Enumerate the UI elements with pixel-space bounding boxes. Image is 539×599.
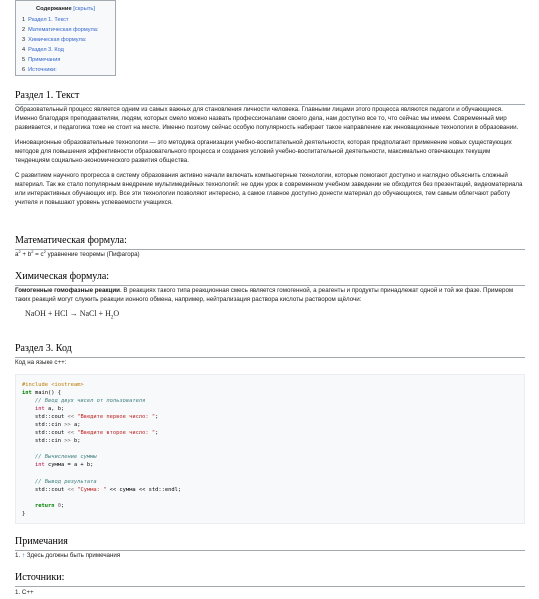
section3-heading: Раздел 3. Код bbox=[15, 343, 525, 358]
sources-item: 1. C++ bbox=[15, 589, 34, 596]
backlink-arrow-icon[interactable]: ↑ bbox=[21, 552, 25, 559]
toc-list bbox=[22, 15, 109, 75]
code-block: #include <iostream> int main() { // Ввод двух чисел от пользователя int a, b; std::cout << "Введите первое число: "; std::cin >> a; std::cout << "Введите второе число: "; std::cin >> b; // Вычисление суммы int сумма = a + b; // Вывод результата std::cout << "Сумма: " << сумма << std::endl; return 0; } bbox=[15, 374, 525, 524]
section1-paragraph-1: Образовательный процесс является одним из самых важных для становления личности человека. Главными лицами этого процесса являются педагоги и обучающиеся. Именно благодаря преподавателям, людям, которых смело можно назвать профессионалами своего дела, нам доступно все то, что сейчас мы имеем. Современный мир развивается, и педагогика тоже не стоит на месте. Именно поэтому сейчас особую популярность набирает такое направление как инновационные технологии в образовании. bbox=[15, 106, 519, 131]
toc-item[interactable]: 6 Источники: bbox=[22, 67, 57, 74]
chem-equation: NaOH + HCl → NaCl + $H_2O$ bbox=[25, 309, 120, 321]
toc-link[interactable]: Математическая формула: bbox=[28, 27, 99, 34]
toc-item[interactable]: 5 Примечания bbox=[22, 57, 61, 64]
toc-link[interactable]: Источники: bbox=[28, 67, 57, 74]
notes-heading: Примечания bbox=[15, 536, 525, 551]
toc-link[interactable]: Раздел 1. Текст bbox=[28, 17, 69, 24]
toc-link[interactable]: Раздел 3. Код bbox=[28, 47, 64, 54]
code-intro: Код на языке c++: bbox=[15, 359, 67, 366]
chem-heading: Химическая формула: bbox=[15, 271, 525, 286]
toc-toggle-link[interactable]: [скрыть] bbox=[73, 6, 96, 12]
toc-link[interactable]: Примечания bbox=[28, 57, 61, 64]
sources-heading: Источники: bbox=[15, 572, 525, 587]
toc-item[interactable]: 4 Раздел 3. Код bbox=[22, 47, 64, 54]
section1-heading: Раздел 1. Текст bbox=[15, 90, 525, 105]
notes-item: 1. ↑ Здесь должны быть примечания bbox=[15, 552, 121, 559]
math-heading: Математическая формула: bbox=[15, 235, 525, 250]
toc-item[interactable]: 1 Раздел 1. Текст bbox=[22, 17, 69, 24]
toc-item[interactable]: 2 Математическая формула: bbox=[22, 27, 99, 34]
toc-item[interactable]: 3 Химическая формула: bbox=[22, 37, 87, 44]
math-formula: $a^2 + b^2 = c^2$ уравнение теоремы (Пифагора) bbox=[15, 248, 140, 258]
section1-paragraph-2: Инновационные образовательные технологии — это методика организации учебно-воспитательной деятельности, которая предполагает применение новых существующих методов для повышения эффективности образовательного процесса и создания условий учебно-воспитательной деятельности, максимально отвечающих текущим тенденциям социально-экономического развития общества. bbox=[15, 139, 512, 164]
section1-paragraph-3: С развитием научного прогресса в систему образования активно начали включать компьютерные технологии, которые помогают доступно и наглядно объяснить сложный материал. Так же стало популярным внедрение мультимедийных технологий: не один урок в современном учебном заведении не обходится без презентаций, видеоматериала или интерактивных обучающих игр. Все эти технологии позволяют интересно, а самое главное доступно донести материал до обучающихся, тем самым облегчают работу учителя и повышают уровень успеваемости учащихся. bbox=[15, 172, 523, 206]
toc-link[interactable]: Химическая формула: bbox=[28, 37, 87, 44]
chem-paragraph: Гомогенные гомофазные реакции. В реакциях такого типа реакционная смесь является гомогенной, а реагенты и продукты принадлежат одной и той же фазе. Примером таких реакций могут служить реакции ионного обмена, например, нейтрализация раствора кислоты раствором щёлочи: bbox=[15, 287, 514, 303]
table-of-contents bbox=[15, 0, 116, 76]
toc-title: Содержание [скрыть] bbox=[35, 6, 96, 12]
